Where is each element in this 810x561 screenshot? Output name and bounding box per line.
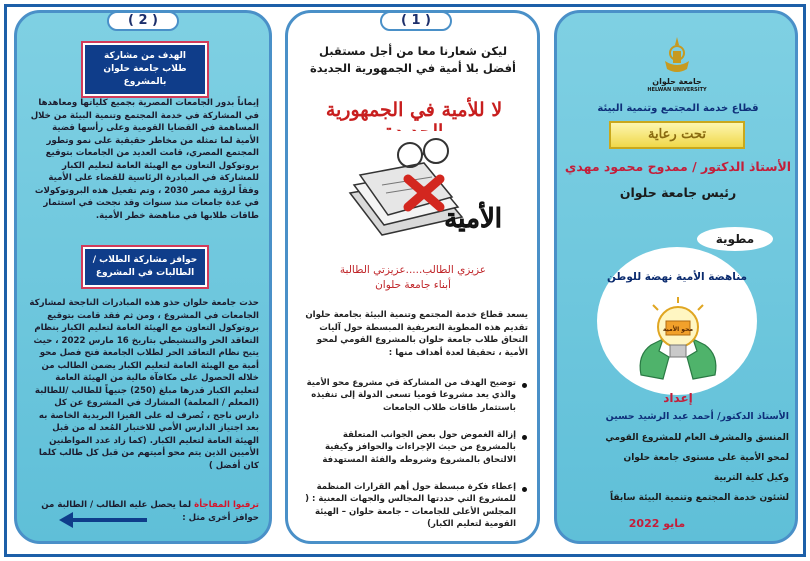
panel-cover (554, 10, 798, 544)
patron-name: الأستاذ الدكتور / ممدوح محمود مهدي (564, 159, 792, 174)
greeting-line2: أبناء جامعة حلوان (375, 279, 451, 291)
bulb-caption: محو الأمية (662, 326, 694, 333)
prepared-by-label: إعداد (663, 391, 693, 405)
section-heading-incentives: حوافز مشاركة الطلاب / الطالبات في المشروع (83, 247, 207, 287)
lightbulb-hands-icon (633, 295, 723, 391)
surprise-label: ترقبوا المفاجأة (194, 500, 259, 510)
bullet-3 (522, 487, 527, 492)
illiteracy-illustration (312, 131, 512, 251)
surprise-text: لما يحصل عليه الطالب / الطالبة من حوافز أخرى مثل : (41, 500, 259, 523)
bullet-2 (522, 435, 527, 440)
preparer-name: الأستاذ الدكتور/ أحمد عبد الرشيد حسين (605, 411, 789, 422)
preparer-role-3: وكيل كلية التربية (713, 473, 789, 483)
slogan: ليكن شعارنا معا من أجل مستقبل أفضل بلا أمية في الجمهورية الجديدة (310, 44, 516, 75)
arrow-left-icon (71, 518, 147, 522)
illiteracy-word: الأمية (444, 204, 502, 234)
preparer-role-1: المنسق والمشرف العام للمشروع القومي (605, 433, 789, 443)
helwan-university-logo-icon (655, 35, 699, 79)
patron-title: رئيس جامعة حلوان (619, 185, 737, 200)
brochure-label: مطوية (697, 227, 773, 251)
logo-subtext: HELWAN UNIVERSITY (647, 87, 707, 93)
sector-name: قطاع خدمة المجتمع وتنمية البيئة (597, 103, 759, 114)
goal-item-1: توضيح الهدف من المشاركة في مشروع محو الأمية والذي يعد مشروعا قوميا تسعى الدولة إلى تنفيذه باستثمار طاقات طلاب الجامعات (306, 378, 516, 413)
intro-text: يسعد قطاع خدمة المجتمع وتنمية البيئة بجامعة حلوان تقديم هذه المطوية التعريفية المبسطة حول آليات التحاق طلاب جامعة حلوان بالمشروع القومي لمحو الأمية ، تحقيقا لعدة أهداف منها : (305, 310, 528, 358)
section-body-goal: إيماناً بدور الجامعات المصرية بجميع كلياتها ومعاهدها في المشاركة في خدمة المجتمع وتنمية البيئة من خلال المساهمة في القضايا القومية وعلى رأسها قضية الأمية لما تمثله من مخاطر حقيقية على نمو وتطور المجتمع المصري، قامت العديد من الجامعات بتوقيع بروتوكول التعاون مع الهيئة العامة لتعليم الكبار للمشاركة في المبادرة الرئاسية للقضاء على الأمية وفقاً لرؤية مصر 2030 ، وتم تفعيل هذه البروتوكولات في عدة جامعات منذ سنوات وقد نجحت في استثمار طاقات طلابها في مناهضة خطر الأمية. (30, 98, 259, 221)
panel-page-1 (285, 10, 540, 544)
logo-text: جامعة حلوان (652, 77, 702, 86)
arrow-left-head (59, 512, 73, 528)
preparer-role-4: لشئون خدمة المجتمع وتنمية البيئة سابقاً (610, 493, 789, 503)
illiteracy-books-icon (312, 131, 512, 251)
under-sponsorship-banner: تحت رعاية (609, 121, 745, 149)
preparer-role-2: لمحو الأمية على مستوى جامعة حلوان (623, 453, 789, 463)
campaign-title: مناهضة الأمية نهضة للوطن (606, 271, 747, 283)
panel-page-2 (14, 10, 272, 544)
section-body-incentives: حذت جامعة حلوان حذو هذه المبادرات الناجحة لمشاركة الجامعات في المشروع ، ومن ثم فقد قامت بتوقيع بروتوكول التعاون مع الهيئة العامة لتعليم الكبار بنظام التعاقد الحر والتنشيطي بتاريخ 16 مارس 2022 ، حيث يتيح نظام التعاقد الحر لطلاب الجامعة فتح فصل محو أمية مع الهيئة العامة لتعليم الكبار يضمن الطالب من خلاله الحصول على مكافآة مالية من الهيئة العامة لتعليم الكبار قدرها مبلغ (250) جنيهاً للطالب /للطالبة (المعلم / المعلمة) المشارك في المشروع عن كل دارس ناجح ، تُصرف له على الفيزا البريدية الخاصة به بعد اجتياز الدارس الأمي للاختبار المُعد له من قبل الهيئة العامة لتعليم الكبار. (كما زاد عدد المواطنين الأميين الذين يتم محو أميتهم من قبل كل طالب كلما كان أفضل ) (29, 298, 259, 471)
bullet-1 (522, 383, 527, 388)
goal-item-3: إعطاء فكرة مبسطة حول أهم القرارات المنظمة للمشروع التي حددتها المجالس والجهات المعنية : ( المجلس الأعلى للجامعات – جامعة حلوان – الهيئة القومية لتعليم الكبار) (305, 482, 516, 530)
section-heading-goal: الهدف من مشاركة طلاب جامعة حلوان بالمشروع (83, 43, 207, 96)
greeting-line1: عزيزي الطالب.....عزيزتي الطالبة (339, 264, 487, 276)
page-number-2: ( 2 ) (107, 11, 179, 31)
publication-date: مايو 2022 (628, 517, 686, 530)
goal-item-2: إزالة الغموض حول بعض الجوانب المتعلقة بالمشروع من حيث الإجراءات والحوافز وكيفية الالتحاق بالمشروع وشروطه والفئة المستهدفة (322, 430, 516, 465)
page-number-1: ( 1 ) (380, 11, 452, 31)
headline-no-illiteracy: لا للأمية في الجمهورية (325, 99, 503, 121)
